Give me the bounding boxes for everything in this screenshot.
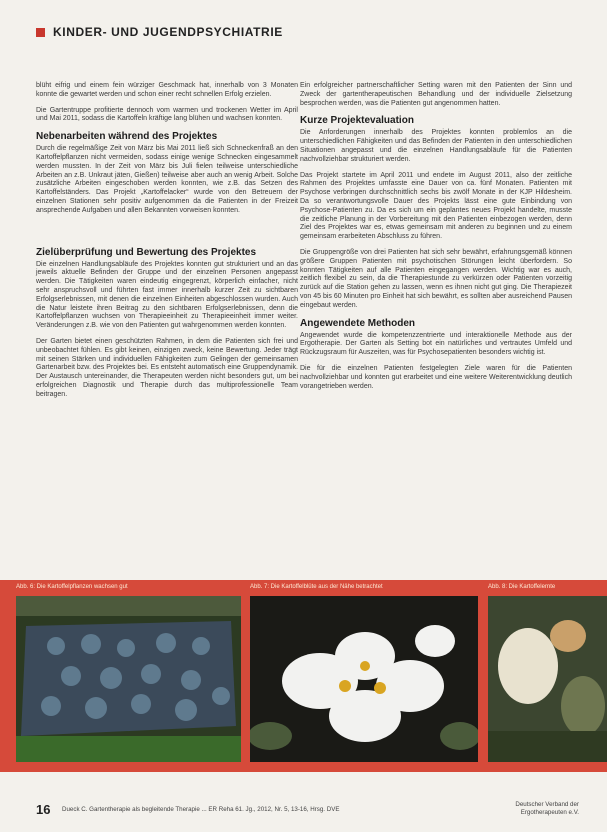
header-square-icon	[36, 28, 45, 37]
heading-nebenarbeiten: Nebenarbeiten während des Projektes	[36, 131, 218, 143]
paragraph-zielueberpruefung: Die einzelnen Handlungsabläufe des Projektes konnten gut strukturiert und an das jeweils aktuelle Befinden der Gruppe und der einzelnen Personen angepasst werden. Die Tätigkeiten waren eindeutig eingegrenzt, körperlich einfacher, nicht sehr anspruchsvoll und führten fast immer innerhalb kurzer Zeit zu sichtbaren Erfolgserlebnissen, mit denen die einzelnen Einheiten abgeschlossen wurden. Auch die Natur leistete ihren Beitrag zu den sichtbaren Erfolgserlebnissen, denn die Kartoffelpflanzen wuchsen von Therapieeinheit zu Therapieeinheit immer weiter. Veränderungen z.B. wie von den Patienten gut wahrgenommen werden konnten.	[36, 260, 298, 330]
page-number: 16	[36, 802, 51, 817]
left-intro-2: Die Gartentruppe profitierte dennoch vom warmen und trockenen Wetter im April und Mai 2011, sodass die Kartoffeln kräftige lang blühen und wachsen konnten.	[36, 106, 298, 123]
org-line-1: Deutscher Verband der	[515, 801, 579, 808]
paragraph-nebenarbeiten: Durch die regelmäßige Zeit von März bis Mai 2011 ließ sich Schneckenfraß an den Kartoffelpflanzen nicht vermeiden, sodass einige wenige Schnecken eingesammelt werden mussten. In der Zeit von März bis Juli fielen teilweise unterschiedliche Arbeiten an z.B. Unkraut jäten, Gießen) teilweise aber auch an wenig Arbeit. Solche zusätzliche Arbeiten eingeschoben werden konnten, wie z.B. das Setzen des Kartoffelständers. Das Projekt „Kartoffelacker“ wurde von den Betreuern der einzelnen Stationen sehr positiv aufgenommen da die Patienten in der Freizeit ansprechende Aufgaben und allen Bekannten vorweisen konnten.	[36, 145, 298, 214]
photo-caption-2: Abb. 7: Die Kartoffelblüte aus der Nähe betrachtet	[250, 584, 383, 590]
paragraph-methoden-2: Die für die einzelnen Patienten festgelegten Ziele waren für die Patienten nachvollziehbar und konnten gut erarbeitet und eine weitere Weiterentwicklung deutlich vorangetrieben werden.	[300, 364, 572, 390]
paragraph-evaluation-2: Das Projekt startete im April 2011 und endete im August 2011, also der zeitliche Rahmen des Projektes umfasste eine Dauer von ca. fünf Monaten. Patienten mit Psychose verbringen durchschnittlich sechs bis zwölf Monate in der KJP Hildesheim. Da so verantwortungsvolle Dauer des Projekts lässt eine gute Einbindung von Psychose-Patienten zu. Da es sich um ein geplantes neues Projekt handelte, musste die zeitliche Planung in der Vorbereitung mit den Patienten einbezogen werden, denn Ziel des Projektes war es, etwas gemeinsam mit anderen zu beginnen und zu einem gemeinsam erarbeiteten Abschluss zu führen.	[300, 171, 572, 241]
photo-caption-3: Abb. 8: Die Kartoffelernte	[488, 584, 556, 590]
left-column	[36, 82, 298, 407]
citation: Dueck C. Gartentherapie als begleitende Therapie ... ER Reha 61. Jg., 2012, Nr. 5, 13-16, Hrsg. DVE	[62, 806, 340, 813]
photo-caption-1: Abb. 6: Die Kartoffelpflanzen wachsen gut	[16, 584, 128, 590]
paragraph-methoden-1: Angewendet wurde die kompetenzzentrierte und interaktionelle Methode aus der Ergotherapie. Der Garten als Setting bot ein natürliches und vertrautes Umfeld und Rückzugsraum für Auszeiten, was für Psychosepatienten besonders wichtig ist.	[300, 331, 572, 357]
org-line-2: Ergotherapeuten e.V.	[520, 809, 579, 816]
potato-field-photo	[16, 596, 241, 762]
harvest-photo	[488, 596, 607, 762]
page-header	[36, 22, 283, 42]
left-intro-1: blüht eifrig und einem fein würziger Geschmack hat, innerhalb von 3 Monaten konnte die gewartet werden und schon einer recht schnellen Erfolg erzielen.	[36, 82, 298, 98]
paragraph-evaluation-1: Die Anforderungen innerhalb des Projektes konnten problemlos an die unterschiedlichen Fähigkeiten und das Befinden der Patienten in den unterschiedlichen Situationen angepasst und die einzelnen Handlungsabläufe für die Patienten nachvollziehbar strukturiert werden.	[300, 129, 572, 163]
heading-methoden: Angewendete Methoden	[300, 317, 416, 329]
organization	[515, 801, 579, 817]
page-footer	[0, 795, 607, 825]
paragraph-evaluation-3: Die Gruppengröße von drei Patienten hat sich sehr bewährt, erfahrungsgemäß können größere Gruppen Patienten mit psychotischen Störungen leicht überfordern. So konnten Tätigkeiten auf alle Patienten eingegangen werden. Wichtig war es auch, zeitlich flexibel zu sein, da die Therapiestunde zu verkürzen oder Patienten vorzeitig zurück auf die Station gehen zu lassen, wenn es ihnen nicht gut ging. Die Therapiezeit von 45 bis 60 Minuten pro Einheit hat sich bewährt, es sollten aber ausreichend Pausen eingebaut werden.	[300, 248, 573, 309]
right-column	[300, 82, 572, 398]
paragraph-garten: Der Garten bietet einen geschützten Rahmen, in dem die Patienten sich frei und unbeobachtet fühlen. Es gibt keinen, einzigen zweck, keine Bewertung. Jeder trägt mit seinen Stärken und individuellen Fähigkeiten zum Gelingen der gemeinsamen Gartenarbeit bzw. des Projektes bei. Es entsteht automatisch eine Gruppendynamik. Der Austausch untereinander, die Therapeuten werden nicht besonders gut, um bei erfolgreichen Diagnostik und Therapie durch das multiprofessionelle Team beitragen.	[36, 337, 298, 398]
heading-projektevaluation: Kurze Projektevaluation	[300, 115, 414, 127]
right-intro: Ein erfolgreicher partnerschaftlicher Setting waren mit den Patienten der Sinn und Zweck der gartentherapeutischen Behandlung und der individuelle Zielsetzung besprochen werden, was die Patienten gut angenommen hatten.	[300, 82, 572, 107]
heading-zielueberpruefung: Zielüberprüfung und Bewertung des Projektes	[36, 246, 257, 258]
section-title: KINDER- UND JUGENDPSYCHIATRIE	[53, 25, 283, 39]
potato-flower-photo	[250, 596, 478, 762]
